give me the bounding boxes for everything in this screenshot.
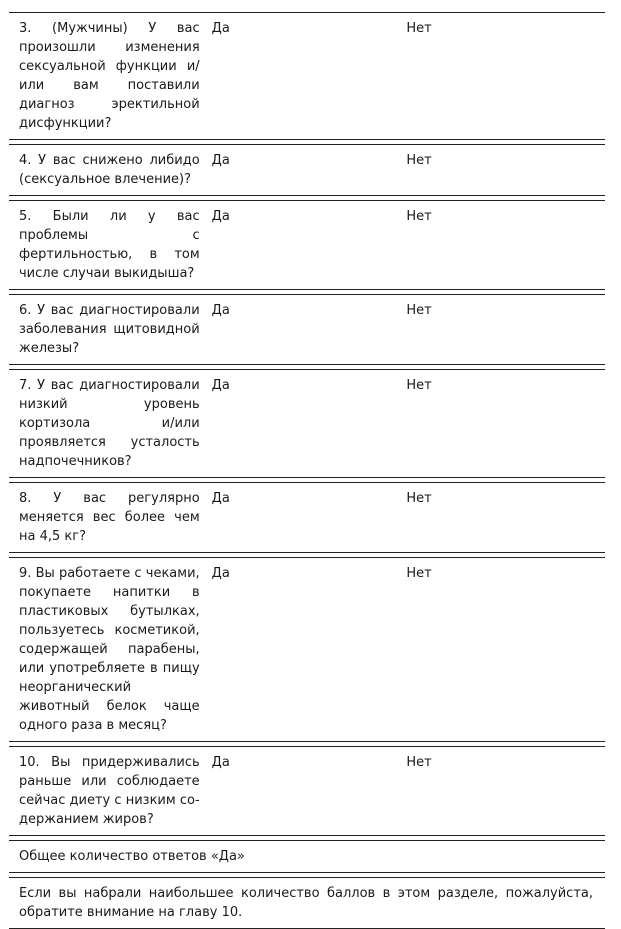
answer-yes-option[interactable]: Да — [208, 483, 407, 553]
answer-yes-option[interactable]: Да — [208, 295, 407, 365]
answer-no-option[interactable]: Нет — [406, 295, 605, 365]
question-row — [9, 13, 605, 140]
total-yes-label: Общее количество ответов «Да» — [9, 841, 605, 873]
question-row — [9, 201, 605, 290]
section-note: Если вы набрали наибольшее количество баллов в этом разделе, пожалуйста, обратите внимание на главу 10. — [9, 878, 605, 929]
question-row — [9, 558, 605, 742]
answer-yes-option[interactable]: Да — [208, 13, 407, 140]
answer-no-option[interactable]: Нет — [406, 483, 605, 553]
question-text: 9. Вы работаете с чеками, покупаете напитки в пластиковых бутылках, пользуетесь косметикой, содержащей парабены, или употребляете в пищу неорганический животный белок чаще одного раза в месяц? — [9, 558, 208, 742]
question-text: 6. У вас диагностировали заболевания щитовидной железы? — [9, 295, 208, 365]
question-text: 8. У вас регулярно меняется вес более чем на 4,5 кг? — [9, 483, 208, 553]
answer-yes-option[interactable]: Да — [208, 558, 407, 742]
question-row — [9, 483, 605, 553]
answer-no-option[interactable]: Нет — [406, 201, 605, 290]
question-row — [9, 295, 605, 365]
question-text: 5. Были ли у вас проблемы с фертильностью, в том числе случаи выкидыша? — [9, 201, 208, 290]
answer-yes-option[interactable]: Да — [208, 145, 407, 196]
questionnaire-table — [9, 8, 605, 929]
total-row — [9, 841, 605, 873]
note-row — [9, 878, 605, 929]
question-text: 10. Вы придерживались раньше или соблюдаете сейчас диету с низким содержанием жиров? — [9, 747, 208, 836]
question-row — [9, 370, 605, 478]
question-row — [9, 747, 605, 836]
answer-yes-option[interactable]: Да — [208, 201, 407, 290]
answer-yes-option[interactable]: Да — [208, 370, 407, 478]
answer-no-option[interactable]: Нет — [406, 13, 605, 140]
answer-no-option[interactable]: Нет — [406, 558, 605, 742]
answer-yes-option[interactable]: Да — [208, 747, 407, 836]
answer-no-option[interactable]: Нет — [406, 747, 605, 836]
answer-no-option[interactable]: Нет — [406, 370, 605, 478]
answer-no-option[interactable]: Нет — [406, 145, 605, 196]
question-text: 4. У вас снижено либидо (сексуальное влечение)? — [9, 145, 208, 196]
question-text: 3. (Мужчины) У вас произошли изменения сексуальной функции и/или вам поставили диагноз эректильной дисфункции? — [9, 13, 208, 140]
question-text: 7. У вас диагностировали низкий уровень кортизола и/или проявляется усталость надпочечников? — [9, 370, 208, 478]
question-row — [9, 145, 605, 196]
